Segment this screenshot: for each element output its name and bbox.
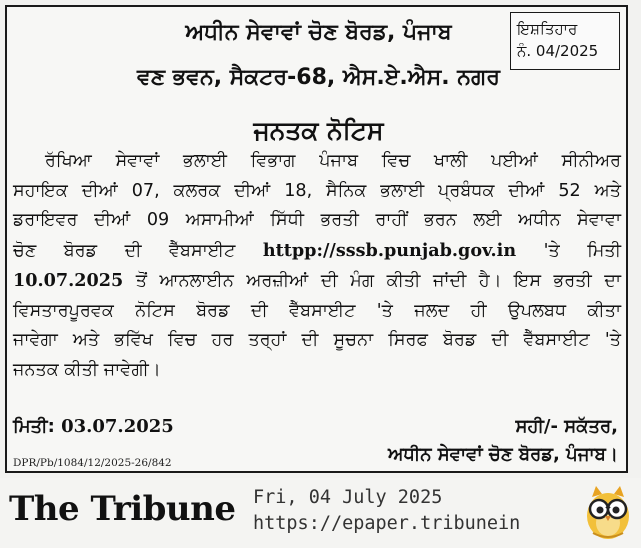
body-line: ਰੱਖਿਆ ਸੇਵਾਵਾਂ ਭਲਾਈ ਵਿਭਾਗ ਪੰਜਾਬ ਵਿਚ ਖਾਲੀ ਪਈਆਂ ਸੀਨੀਅਰ <box>45 151 621 171</box>
publication-date: Fri, 04 July 2025 <box>253 487 443 508</box>
notice-body <box>13 147 621 385</box>
body-text-segment: 'ਤੇ ਮਿਤੀ <box>516 240 621 261</box>
application-start-date: 10.07.2025 <box>13 270 124 291</box>
body-line: ਜਾਵੇਗਾ ਅਤੇ ਭਵਿੱਖ ਵਿਚ ਹਰ ਤਰ੍ਹਾਂ ਦੀ ਸੂਚਨਾ ਸਿਰਫ ਬੋਰਡ ਦੀ ਵੈੱਬਸਾਈਟ 'ਤੇ <box>13 330 621 350</box>
website-url: httpp://sssb.punjab.gov.in <box>262 239 517 261</box>
notice-date <box>13 416 174 437</box>
signature-board: ਅਧੀਨ ਸੇਵਾਵਾਂ ਚੋਣ ਬੋਰਡ, ਪੰਜਾਬ। <box>388 444 618 465</box>
newspaper-masthead: The Tribune <box>9 489 236 529</box>
body-line: ਜਨਤਕ ਕੀਤੀ ਜਾਵੇਗੀ। <box>13 359 161 380</box>
body-line <box>13 236 621 267</box>
board-address-heading: ਵਣ ਭਵਨ, ਸੈਕਟਰ-68, ਐਸ.ਏ.ਐਸ. ਨਗਰ <box>136 65 500 90</box>
public-notice <box>5 5 628 473</box>
signature-title: ਸਹੀ/- ਸਕੱਤਰ, <box>515 416 618 437</box>
body-line: ਵਿਸਤਾਰਪੂਰਵਕ ਨੋਟਿਸ ਬੋਰਡ ਦੀ ਵੈੱਬਸਾਈਟ 'ਤੇ ਜਲਦ ਹੀ ਉਪਲਬਧ ਕੀਤਾ <box>13 300 621 321</box>
epaper-info <box>253 485 520 537</box>
body-line: ਸਹਾਇਕ ਦੀਆਂ 07, ਕਲਰਕ ਦੀਆਂ 18, ਸੈਨਿਕ ਭਲਾਈ ਪ੍ਰਬੰਧਕ ਦੀਆਂ 52 ਅਤੇ <box>13 180 621 201</box>
owl-mascot-icon <box>580 483 636 543</box>
date-value: 03.07.2025 <box>61 416 174 437</box>
newspaper-footer <box>0 478 641 548</box>
epaper-url: https://epaper.tribunein <box>253 513 521 534</box>
date-label: ਮਿਤੀ: <box>13 416 55 437</box>
advertisement-label: ਇਸ਼ਤਿਹਾਰ <box>517 20 578 38</box>
body-line <box>13 266 621 297</box>
body-text-segment: ਚੋਣ ਬੋਰਡ ਦੀ ਵੈੱਬਸਾਈਟ <box>13 240 263 261</box>
board-name-heading: ਅਧੀਨ ਸੇਵਾਵਾਂ ਚੋਣ ਬੋਰਡ, ਪੰਜਾਬ <box>185 20 452 45</box>
body-text-segment: ਤੋਂ ਆਨਲਾਈਨ ਅਰਜ਼ੀਆਂ ਦੀ ਮੰਗ ਕੀਤੀ ਜਾਂਦੀ ਹੈ। ਇਸ ਭਰਤੀ ਦਾ <box>123 271 621 291</box>
advertisement-number: ਨੰ. 04/2025 <box>517 42 599 60</box>
public-notice-title: ਜਨਤਕ ਨੋਟਿਸ <box>253 116 384 145</box>
dpr-code: DPR/Pb/1084/12/2025-26/842 <box>13 457 172 469</box>
body-line: ਡਰਾਇਵਰ ਦੀਆਂ 09 ਅਸਾਮੀਆਂ ਸਿੱਧੀ ਭਰਤੀ ਰਾਹੀਂ ਭਰਨ ਲਈ ਅਧੀਨ ਸੇਵਾਵਾ <box>13 210 621 230</box>
